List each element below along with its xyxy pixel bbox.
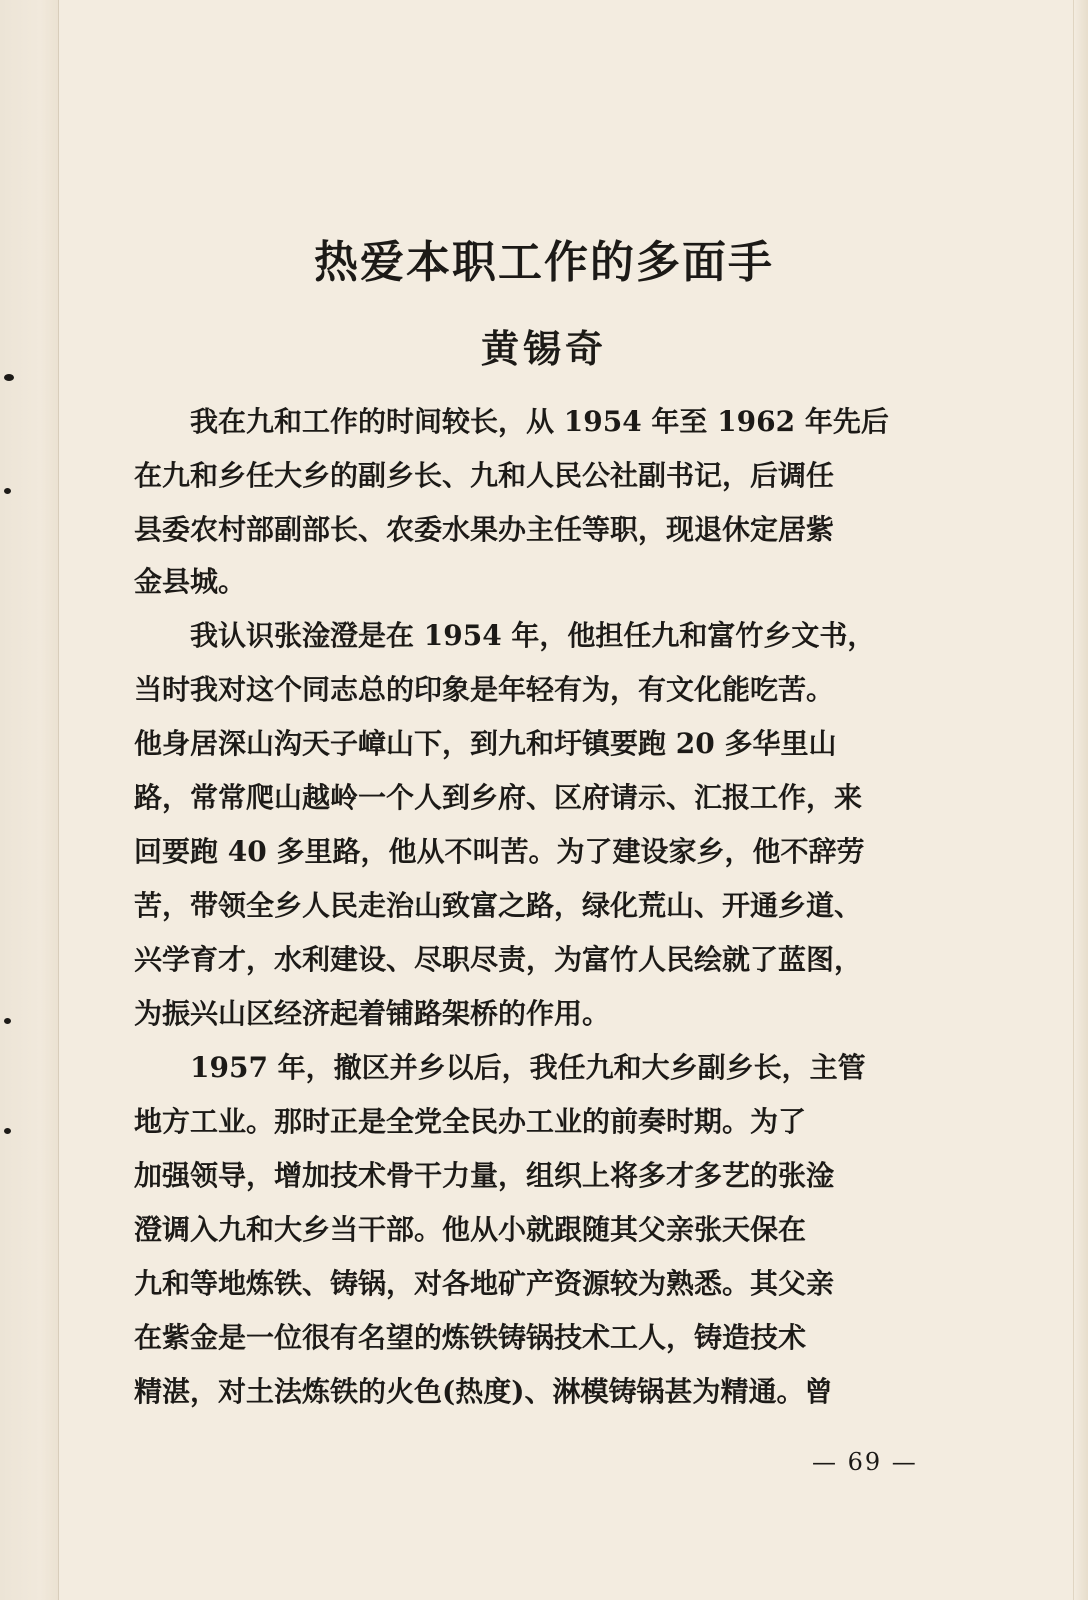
body-text-line: 在紫金是一位很有名望的炼铁铸锅技术工人，铸造技术 xyxy=(134,1321,807,1354)
article-author: 黄锡奇 xyxy=(480,326,607,371)
body-text-line: 路，常常爬山越岭一个人到乡府、区府请示、汇报工作，来 xyxy=(134,781,863,814)
body-text-line: 回要跑 40 多里路，他从不叫苦。为了建设家乡，他不辞劳 xyxy=(134,835,865,868)
body-text-line: 我在九和工作的时间较长，从 1954 年至 1962 年先后 xyxy=(134,405,889,438)
binding-hole-mark xyxy=(4,1128,11,1134)
body-text-line: 澄调入九和大乡当干部。他从小就跟随其父亲张天保在 xyxy=(134,1213,807,1246)
body-text-line: 他身居深山沟天子嶂山下，到九和圩镇要跑 20 多华里山 xyxy=(134,727,837,760)
body-text-line: 为振兴山区经济起着铺路架桥的作用。 xyxy=(134,997,611,1030)
page-number: — 69 — xyxy=(812,1448,918,1476)
binding-hole-mark xyxy=(4,374,14,381)
body-text-line: 我认识张淦澄是在 1954 年，他担任九和富竹乡文书， xyxy=(134,619,876,652)
body-text-line: 当时我对这个同志总的印象是年轻有为，有文化能吃苦。 xyxy=(134,673,835,706)
article-title: 热爱本职工作的多面手 xyxy=(314,237,774,288)
body-text-line: 兴学育才，水利建设、尽职尽责，为富竹人民绘就了蓝图， xyxy=(134,943,863,976)
body-text-line: 金县城。 xyxy=(134,565,247,598)
body-text-line: 精湛，对土法炼铁的火色(热度)、淋模铸锅甚为精通。曾 xyxy=(134,1375,833,1408)
body-text-line: 苦，带领全乡人民走治山致富之路，绿化荒山、开通乡道、 xyxy=(134,889,863,922)
body-text-line: 地方工业。那时正是全党全民办工业的前奏时期。为了 xyxy=(134,1105,807,1138)
body-text-line: 1957 年，撤区并乡以后，我任九和大乡副乡长，主管 xyxy=(134,1051,866,1084)
binding-hole-mark xyxy=(4,488,11,494)
body-text-line: 在九和乡任大乡的副乡长、九和人民公社副书记，后调任 xyxy=(134,459,835,492)
body-text-line: 县委农村部副部长、农委水果办主任等职，现退休定居紫 xyxy=(134,513,835,546)
binding-hole-mark xyxy=(4,1018,11,1024)
body-text-line: 九和等地炼铁、铸锅，对各地矿产资源较为熟悉。其父亲 xyxy=(134,1267,835,1300)
body-text-line: 加强领导，增加技术骨干力量，组织上将多才多艺的张淦 xyxy=(134,1159,835,1192)
